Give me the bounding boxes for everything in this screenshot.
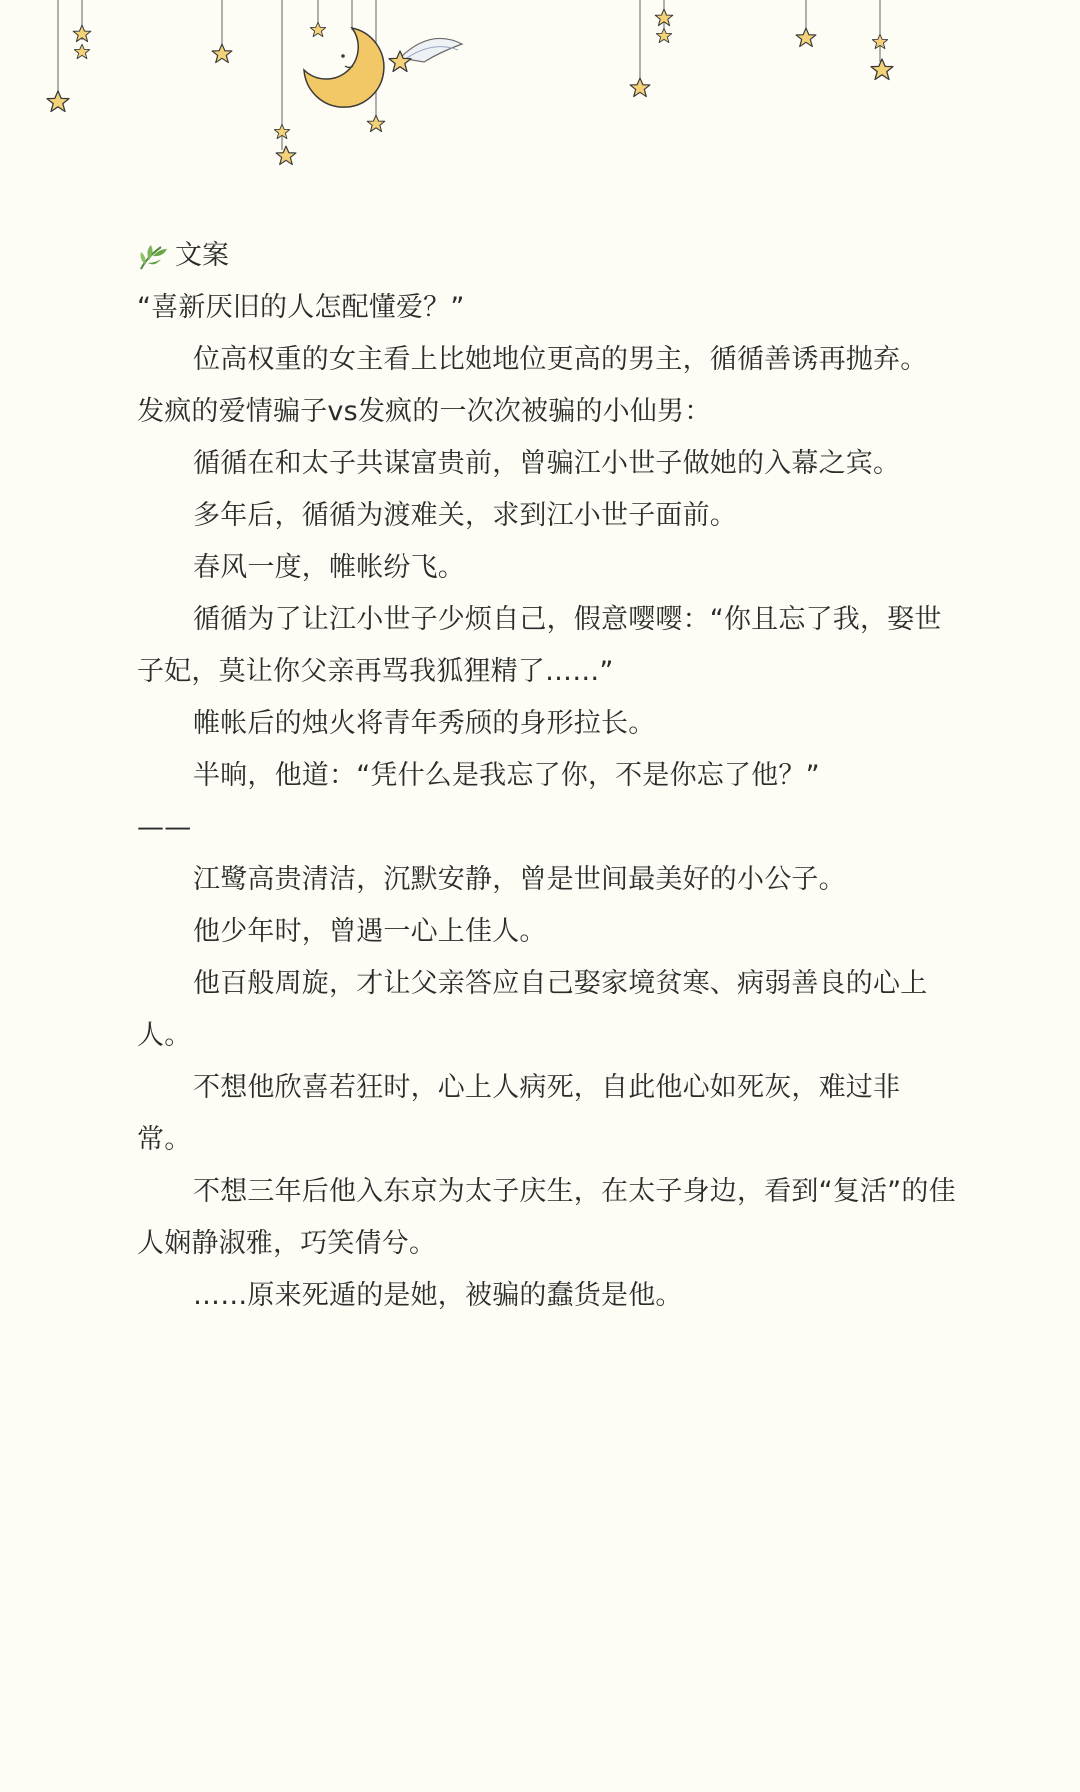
paragraph-line: 常。 <box>137 1124 192 1155</box>
leaf-icon <box>137 239 171 273</box>
paragraph-line: 循循为了让江小世子少烦自己，假意嘤嘤：“你且忘了我，娶世 <box>193 604 942 635</box>
paragraph <box>137 1062 977 1166</box>
paragraph: 他少年时，曾遇一心上佳人。 <box>193 916 547 947</box>
paragraph: 帷帐后的烛火将青年秀颀的身形拉长。 <box>193 708 656 739</box>
paragraph: 春风一度，帷帐纷飞。 <box>193 552 465 583</box>
paragraph <box>137 958 977 1062</box>
hanging-stars-decoration <box>0 0 1080 200</box>
paragraph: 循循在和太子共谋富贵前，曾骗江小世子做她的入幕之宾。 <box>193 448 901 479</box>
shooting-star-icon <box>389 38 462 71</box>
paragraph: 多年后，循循为渡难关，求到江小世子面前。 <box>193 500 737 531</box>
paragraph: 半晌，他道：“凭什么是我忘了你，不是你忘了他？” <box>193 760 820 791</box>
paragraph: 江鹭高贵清洁，沉默安静，曾是世间最美好的小公子。 <box>193 864 846 895</box>
paragraph-line: 人。 <box>137 1020 192 1051</box>
document-body <box>137 230 977 1322</box>
hanging-star-icon <box>47 9 893 164</box>
paragraph: 位高权重的女主看上比她地位更高的男主，循循善诱再抛弃。 <box>193 344 928 375</box>
paragraph <box>137 594 977 698</box>
paragraph-line: 他百般周旋，才让父亲答应自己娶家境贫寒、病弱善良的心上 <box>193 968 928 999</box>
paragraph <box>137 1166 977 1270</box>
paragraph-line: 人娴静淑雅，巧笑倩兮。 <box>137 1228 437 1259</box>
section-title: 文案 <box>175 240 229 271</box>
paragraph: ……原来死遁的是她，被骗的蠢货是他。 <box>193 1280 683 1311</box>
paragraph-line: 子妃，莫让你父亲再骂我狐狸精了……” <box>137 656 614 687</box>
paragraph-line: 不想他欣喜若狂时，心上人病死，自此他心如死灰，难过非 <box>193 1072 901 1103</box>
paragraph: 发疯的爱情骗子vs发疯的一次次被骗的小仙男： <box>137 396 712 427</box>
crescent-moon-icon <box>304 28 384 107</box>
paragraph-line: 不想三年后他入东京为太子庆生，在太子身边，看到“复活”的佳 <box>193 1176 956 1207</box>
section-divider: —— <box>137 812 192 843</box>
section-heading <box>137 230 977 282</box>
quote-line: “喜新厌旧的人怎配懂爱？” <box>137 292 465 323</box>
